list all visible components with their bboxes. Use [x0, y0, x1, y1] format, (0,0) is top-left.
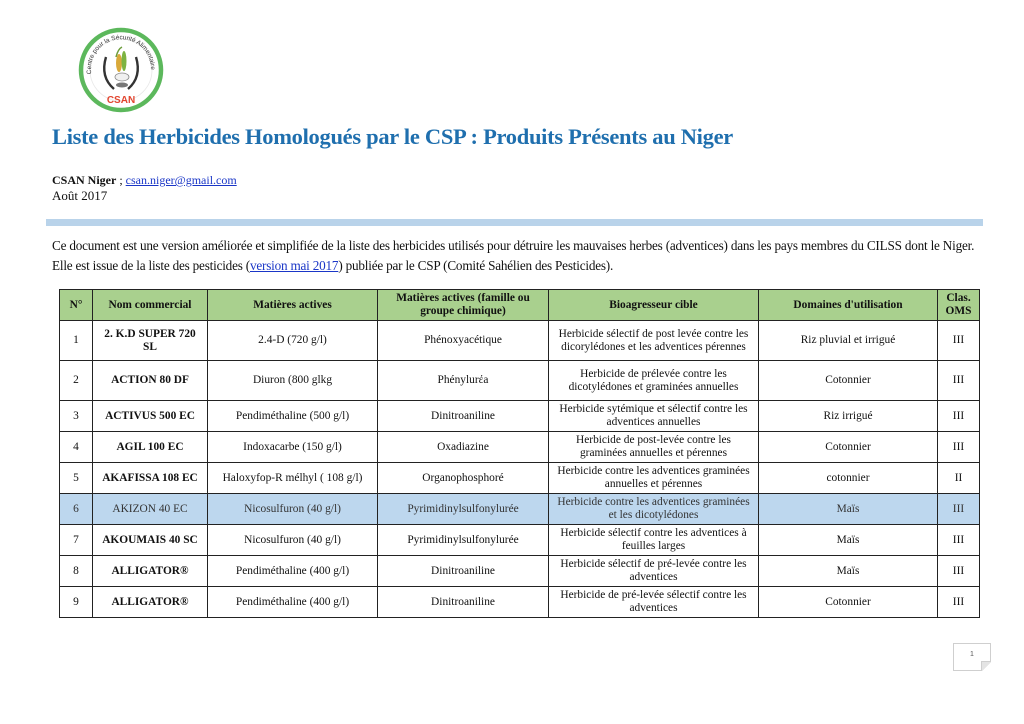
- logo-ring-text: Centre pour la Sécurité Alimentaire: [85, 34, 157, 75]
- usage-domain-cell: Maïs: [759, 525, 938, 556]
- col-header-name: Nom commercial: [93, 290, 208, 321]
- table-row: [60, 361, 980, 401]
- who-class-cell: II: [938, 463, 980, 494]
- table-header-row: [60, 290, 980, 321]
- product-name-cell: AKIZON 40 EC: [93, 494, 208, 525]
- usage-domain-cell: Riz pluvial et irrigué: [759, 321, 938, 361]
- chemical-family-cell: Pyrimidinylsulfonylurée: [378, 525, 549, 556]
- who-class-cell: III: [938, 361, 980, 401]
- active-ingredient-cell: Nicosulfuron (40 g/l): [208, 494, 378, 525]
- active-ingredient-cell: Nicosulfuron (40 g/l): [208, 525, 378, 556]
- row-number-cell: 5: [60, 463, 93, 494]
- chemical-family-cell: Pyrimidinylsulfonylurée: [378, 494, 549, 525]
- col-header-oms: Clas. OMS: [938, 290, 980, 321]
- chemical-family-cell: Dinitroaniline: [378, 556, 549, 587]
- who-class-cell: III: [938, 556, 980, 587]
- who-class-cell: III: [938, 401, 980, 432]
- who-class-cell: III: [938, 432, 980, 463]
- row-number-cell: 7: [60, 525, 93, 556]
- chemical-family-cell: Dinitroaniline: [378, 587, 549, 618]
- target-pest-cell: Herbicide sélectif de pré-levée contre les adventices: [549, 556, 759, 587]
- active-ingredient-cell: Pendiméthaline (400 g/l): [208, 587, 378, 618]
- chemical-family-cell: Phénylurέa: [378, 361, 549, 401]
- product-name-cell: 2. K.D SUPER 720 SL: [93, 321, 208, 361]
- usage-domain-cell: Cotonnier: [759, 361, 938, 401]
- intro-text-before: Ce document est une version améliorée et simplifiée de la liste des herbicides utilisés pour détruire les mauvaises herbes (adventices) dans les pays membres du CILSS dont le Niger. Elle est issue de la liste des pesticides (: [52, 238, 975, 273]
- product-name-cell: AGIL 100 EC: [93, 432, 208, 463]
- table-row: [60, 463, 980, 494]
- row-number-cell: 1: [60, 321, 93, 361]
- intro-paragraph: [52, 236, 982, 276]
- active-ingredient-cell: 2.4-D (720 g/l): [208, 321, 378, 361]
- usage-domain-cell: Maïs: [759, 556, 938, 587]
- logo-acronym: CSAN: [106, 95, 136, 106]
- product-name-cell: ACTIVUS 500 EC: [93, 401, 208, 432]
- col-header-target: Bioagresseur cible: [549, 290, 759, 321]
- table-row: [60, 556, 980, 587]
- target-pest-cell: Herbicide sélectif de post levée contre les dicorylédones et les adventices pérennes: [549, 321, 759, 361]
- who-class-cell: III: [938, 525, 980, 556]
- csan-logo: [78, 27, 164, 113]
- who-class-cell: III: [938, 321, 980, 361]
- herbicides-table: [59, 289, 980, 618]
- document-meta: [52, 173, 237, 203]
- row-number-cell: 2: [60, 361, 93, 401]
- chemical-family-cell: Oxadiazine: [378, 432, 549, 463]
- table-row: [60, 401, 980, 432]
- target-pest-cell: Herbicide de prélevée contre les dicotylédones et graminées annuelles: [549, 361, 759, 401]
- product-name-cell: ALLIGATOR®: [93, 587, 208, 618]
- product-name-cell: ALLIGATOR®: [93, 556, 208, 587]
- target-pest-cell: Herbicide de post-levée contre les graminées annuelles et pérennes: [549, 432, 759, 463]
- org-name: CSAN Niger: [52, 173, 117, 187]
- chemical-family-cell: Organophosphoré: [378, 463, 549, 494]
- col-header-active: Matières actives: [208, 290, 378, 321]
- row-number-cell: 3: [60, 401, 93, 432]
- col-header-number: N°: [60, 290, 93, 321]
- csan-logo-emblem: [78, 27, 164, 113]
- who-class-cell: III: [938, 494, 980, 525]
- active-ingredient-cell: Haloxyfop-R mélhyl ( 108 g/l): [208, 463, 378, 494]
- chemical-family-cell: Dinitroaniline: [378, 401, 549, 432]
- row-number-cell: 9: [60, 587, 93, 618]
- col-header-domain: Domaines d'utilisation: [759, 290, 938, 321]
- table-row: [60, 321, 980, 361]
- meta-separator: ;: [116, 173, 126, 187]
- table-row: [60, 587, 980, 618]
- header-divider: [46, 219, 983, 226]
- active-ingredient-cell: Diuron (800 glkg: [208, 361, 378, 401]
- target-pest-cell: Herbicide contre les adventices graminées et les dicotylédones: [549, 494, 759, 525]
- table-row: [60, 525, 980, 556]
- usage-domain-cell: Maïs: [759, 494, 938, 525]
- row-number-cell: 8: [60, 556, 93, 587]
- product-name-cell: AKOUMAIS 40 SC: [93, 525, 208, 556]
- page-title: Liste des Herbicides Homologués par le CSP : Produits Présents au Niger: [52, 124, 733, 149]
- source-version-link[interactable]: version mai 2017: [249, 258, 339, 273]
- active-ingredient-cell: Pendiméthaline (500 g/l): [208, 401, 378, 432]
- usage-domain-cell: Cotonnier: [759, 432, 938, 463]
- target-pest-cell: Herbicide contre les adventices graminées annuelles et pérennes: [549, 463, 759, 494]
- table-row: [60, 432, 980, 463]
- usage-domain-cell: Cotonnier: [759, 587, 938, 618]
- target-pest-cell: Herbicide de pré-levée sélectif contre les adventices: [549, 587, 759, 618]
- target-pest-cell: Herbicide sélectif contre les adventices à feuilles larges: [549, 525, 759, 556]
- document-date: Août 2017: [52, 188, 108, 203]
- table-row: [60, 494, 980, 525]
- chemical-family-cell: Phénoxyacétique: [378, 321, 549, 361]
- usage-domain-cell: cotonnier: [759, 463, 938, 494]
- active-ingredient-cell: Indoxacarbe (150 g/l): [208, 432, 378, 463]
- row-number-cell: 6: [60, 494, 93, 525]
- col-header-family: Matières actives (famille ou groupe chimique): [378, 290, 549, 321]
- row-number-cell: 4: [60, 432, 93, 463]
- active-ingredient-cell: Pendiméthaline (400 g/l): [208, 556, 378, 587]
- page-number: 1: [953, 643, 991, 671]
- intro-text-after: ) publiée par le CSP (Comité Sahélien des Pesticides).: [338, 258, 614, 273]
- product-name-cell: AKAFISSA 108 EC: [93, 463, 208, 494]
- product-name-cell: ACTION 80 DF: [93, 361, 208, 401]
- who-class-cell: III: [938, 587, 980, 618]
- usage-domain-cell: Riz irrigué: [759, 401, 938, 432]
- email-link[interactable]: csan.niger@gmail.com: [125, 173, 237, 187]
- target-pest-cell: Herbicide sytémique et sélectif contre les adventices annuelles: [549, 401, 759, 432]
